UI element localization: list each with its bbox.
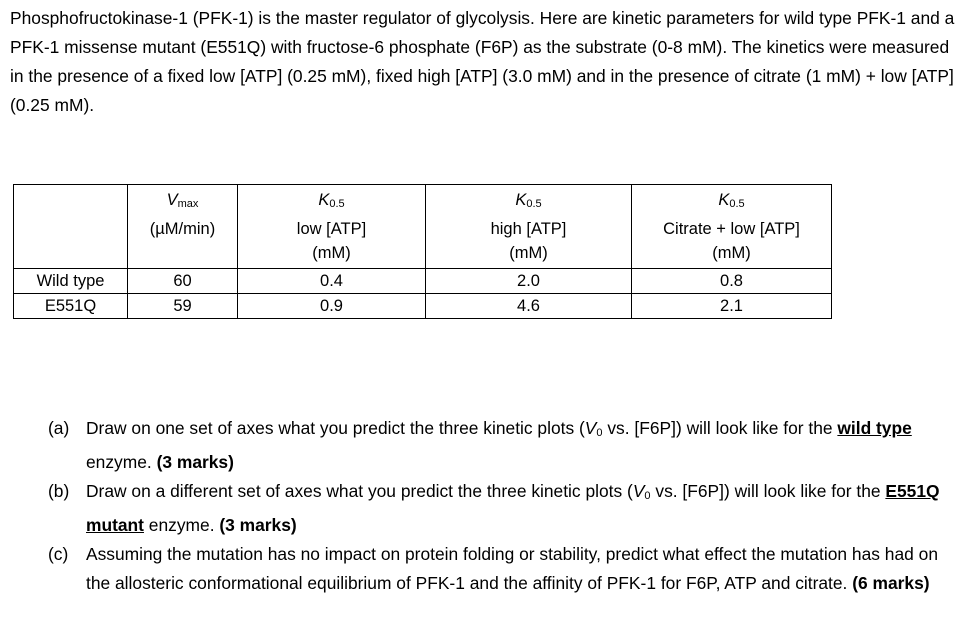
question-c <box>48 540 963 598</box>
table-cell: 4.6 <box>426 293 632 318</box>
header-cell-vmax <box>128 185 238 269</box>
header-cell-k-high-atp <box>426 185 632 269</box>
question-label: (b) <box>48 481 70 501</box>
question-label: (a) <box>48 418 70 438</box>
question-b <box>48 477 963 540</box>
header-line: (µM/min) <box>149 219 216 238</box>
question-marks: (3 marks) <box>219 515 297 535</box>
table-row-e551q <box>14 293 832 318</box>
question-emphasis: E551Q mutant <box>86 481 940 535</box>
header-line: low [ATP] <box>296 219 367 238</box>
header-symbol: V <box>166 191 178 209</box>
question-text: enzyme. <box>86 452 157 472</box>
table-cell: 2.1 <box>632 293 832 318</box>
question-text: Assuming the mutation has no impact on protein folding or stability, predict what effect the mutation has had on the allosteric conformational equilibrium of PFK-1 and the affinity of PFK-1 for F6P, ATP and citrate. <box>86 544 938 593</box>
header-line: high [ATP] <box>490 219 567 238</box>
question-text: vs. [F6P]) will look like for the <box>650 481 886 501</box>
table-cell: 0.9 <box>238 293 426 318</box>
table-cell: 60 <box>128 268 238 293</box>
header-line: (mM) <box>712 244 751 262</box>
kinetic-parameters-table <box>13 184 832 319</box>
header-line: (mM) <box>312 244 351 262</box>
header-subscript: 0.5 <box>526 198 542 210</box>
table-cell: 2.0 <box>426 268 632 293</box>
header-cell-k-low-atp <box>238 185 426 269</box>
header-subscript: 0.5 <box>729 198 745 210</box>
question-text: vs. [F6P]) will look like for the <box>602 418 838 438</box>
header-line: (mM) <box>509 244 548 262</box>
table-header-row <box>14 185 832 269</box>
question-text: Draw on one set of axes what you predict the three kinetic plots ( <box>86 418 585 438</box>
table-cell: 0.8 <box>632 268 832 293</box>
question-label: (c) <box>48 544 69 564</box>
row-label: E551Q <box>14 293 128 318</box>
header-symbol: K <box>718 191 730 209</box>
question-text: Draw on a different set of axes what you predict the three kinetic plots ( <box>86 481 633 501</box>
question-marks: (6 marks) <box>852 573 930 593</box>
velocity-subscript: 0 <box>596 427 603 439</box>
header-subscript: 0.5 <box>329 198 345 210</box>
header-cell-k-citrate <box>632 185 832 269</box>
table-cell: 0.4 <box>238 268 426 293</box>
velocity-subscript: 0 <box>644 490 651 502</box>
question-marks: (3 marks) <box>156 452 234 472</box>
question-a <box>48 414 963 477</box>
header-symbol: K <box>515 191 527 209</box>
table-row-wild-type <box>14 268 832 293</box>
row-label: Wild type <box>14 268 128 293</box>
question-list <box>48 414 963 598</box>
velocity-symbol: V <box>584 418 597 438</box>
header-subscript: max <box>177 198 199 210</box>
question-emphasis: wild type <box>837 418 912 438</box>
question-text: enzyme. <box>143 515 220 535</box>
header-line: Citrate + low [ATP] <box>663 219 800 238</box>
velocity-symbol: V <box>632 481 645 501</box>
header-cell-empty <box>14 185 128 269</box>
header-symbol: K <box>318 191 330 209</box>
table-cell: 59 <box>128 293 238 318</box>
intro-paragraph: Phosphofructokinase-1 (PFK-1) is the master regulator of glycolysis. Here are kinetic parameters for wild type PFK-1 and a PFK-1 missense mutant (E551Q) with fructose-6 phosphate (F6P) as the substrate (0-8 mM). The kinetics were measured in the presence of a fixed low [ATP] (0.25 mM), fixed high [ATP] (3.0 mM) and in the presence of citrate (1 mM) + low [ATP] (0.25 mM). <box>10 8 955 115</box>
